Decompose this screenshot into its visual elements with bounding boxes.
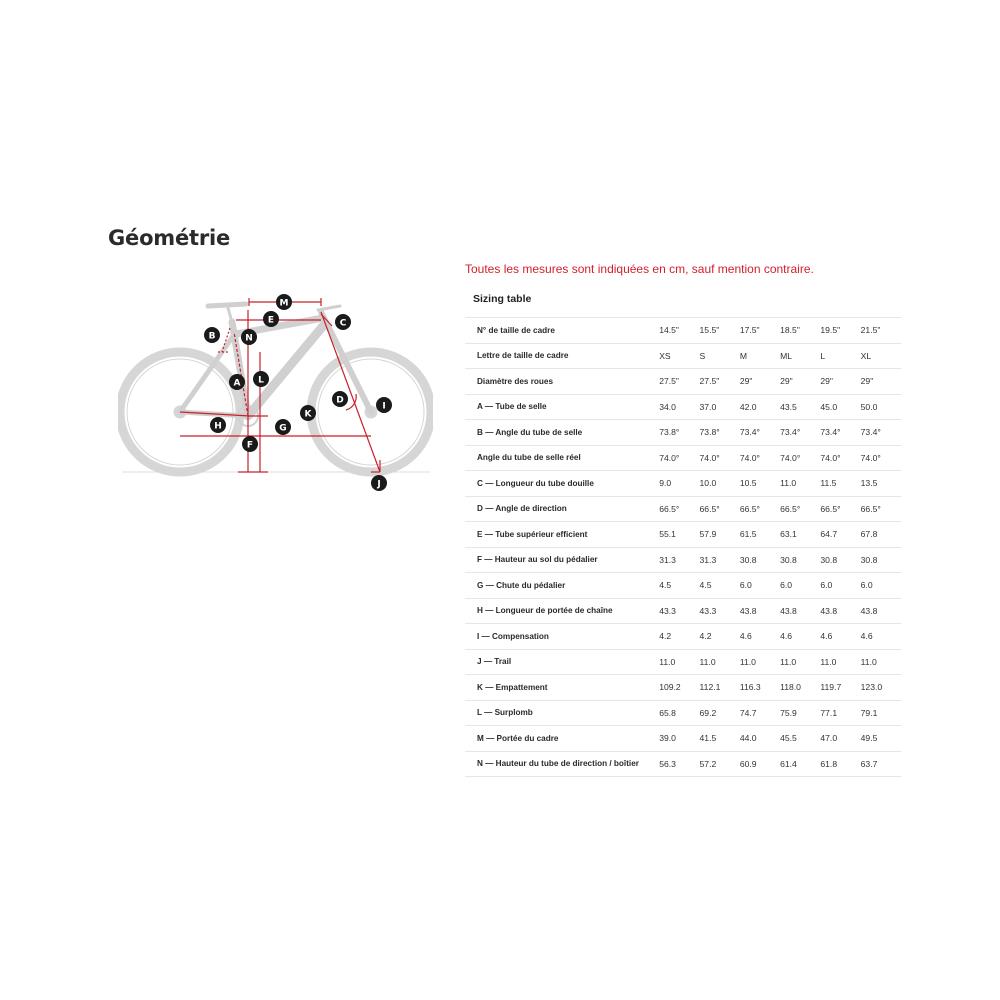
table-cell: 6.0	[861, 573, 901, 599]
svg-text:N: N	[245, 333, 253, 344]
table-cell: 29"	[861, 369, 901, 395]
table-cell: 43.8	[740, 598, 780, 624]
table-cell: 13.5	[861, 471, 901, 497]
table-cell: 18.5"	[780, 318, 820, 344]
table-cell: 57.2	[700, 751, 740, 777]
table-row	[465, 675, 901, 701]
table-row	[465, 700, 901, 726]
table-row	[465, 343, 901, 369]
table-cell: 29"	[820, 369, 860, 395]
svg-text:B: B	[208, 331, 216, 342]
row-label: N — Hauteur du tube de direction / boîtier	[465, 751, 659, 777]
table-cell: 30.8	[780, 547, 820, 573]
table-cell: XL	[861, 343, 901, 369]
table-cell: 41.5	[700, 726, 740, 752]
table-cell: 66.5°	[700, 496, 740, 522]
table-cell: 45.0	[820, 394, 860, 420]
table-cell: 61.8	[820, 751, 860, 777]
table-cell: 42.0	[740, 394, 780, 420]
table-cell: 69.2	[700, 700, 740, 726]
table-cell: ML	[780, 343, 820, 369]
table-cell: 74.0°	[780, 445, 820, 471]
table-title: Sizing table	[473, 293, 532, 305]
table-row	[465, 496, 901, 522]
table-cell: 6.0	[740, 573, 780, 599]
table-cell: 73.8°	[659, 420, 699, 446]
row-label: E — Tube supérieur efficient	[465, 522, 659, 548]
marker-h-icon	[210, 417, 226, 433]
table-cell: 73.4°	[780, 420, 820, 446]
svg-text:E: E	[267, 315, 275, 326]
table-cell: 44.0	[740, 726, 780, 752]
row-label: H — Longueur de portée de chaîne	[465, 598, 659, 624]
row-label: M — Portée du cadre	[465, 726, 659, 752]
marker-d-icon	[332, 391, 348, 407]
table-row	[465, 318, 901, 344]
table-cell: 43.5	[780, 394, 820, 420]
svg-text:I: I	[382, 401, 386, 412]
table-cell: 56.3	[659, 751, 699, 777]
table-cell: 63.1	[780, 522, 820, 548]
marker-a-icon	[229, 374, 245, 390]
table-cell: 27.5"	[700, 369, 740, 395]
table-cell: 63.7	[861, 751, 901, 777]
table-cell: 112.1	[700, 675, 740, 701]
units-note: Toutes les mesures sont indiquées en cm, sauf mention contraire.	[465, 262, 814, 276]
svg-text:F: F	[246, 440, 254, 451]
row-label: N° de taille de cadre	[465, 318, 659, 344]
table-cell: 77.1	[820, 700, 860, 726]
sizing-table-body	[465, 318, 901, 777]
table-cell: 17.5"	[740, 318, 780, 344]
row-label: K — Empattement	[465, 675, 659, 701]
svg-text:M: M	[279, 298, 289, 309]
table-cell: 4.6	[820, 624, 860, 650]
table-cell: 31.3	[700, 547, 740, 573]
table-cell: 116.3	[740, 675, 780, 701]
table-cell: 60.9	[740, 751, 780, 777]
table-cell: 4.6	[861, 624, 901, 650]
table-cell: M	[740, 343, 780, 369]
table-cell: 43.8	[780, 598, 820, 624]
marker-e-icon	[263, 311, 279, 327]
table-cell: 119.7	[820, 675, 860, 701]
table-cell: 34.0	[659, 394, 699, 420]
table-cell: 79.1	[861, 700, 901, 726]
table-cell: 73.8°	[700, 420, 740, 446]
table-cell: 74.0°	[659, 445, 699, 471]
table-cell: 39.0	[659, 726, 699, 752]
svg-text:C: C	[339, 318, 347, 329]
table-cell: 4.6	[780, 624, 820, 650]
table-cell: 66.5°	[861, 496, 901, 522]
table-cell: 55.1	[659, 522, 699, 548]
row-label: C — Longueur du tube douille	[465, 471, 659, 497]
marker-b-icon	[204, 327, 220, 343]
table-cell: S	[700, 343, 740, 369]
table-cell: 11.0	[659, 649, 699, 675]
table-cell: 47.0	[820, 726, 860, 752]
table-cell: 10.5	[740, 471, 780, 497]
table-cell: 75.9	[780, 700, 820, 726]
table-cell: 43.8	[820, 598, 860, 624]
table-cell: 73.4°	[820, 420, 860, 446]
row-label: Lettre de taille de cadre	[465, 343, 659, 369]
row-label: B — Angle du tube de selle	[465, 420, 659, 446]
table-row	[465, 471, 901, 497]
table-cell: 66.5°	[820, 496, 860, 522]
svg-text:D: D	[336, 395, 344, 406]
table-row	[465, 522, 901, 548]
table-cell: 109.2	[659, 675, 699, 701]
svg-text:G: G	[279, 423, 287, 434]
table-cell: 30.8	[740, 547, 780, 573]
table-cell: 74.0°	[700, 445, 740, 471]
table-cell: 43.8	[861, 598, 901, 624]
table-cell: 6.0	[780, 573, 820, 599]
table-cell: 66.5°	[740, 496, 780, 522]
table-cell: 15.5"	[700, 318, 740, 344]
svg-text:L: L	[258, 375, 264, 386]
table-cell: 66.5°	[780, 496, 820, 522]
table-cell: 30.8	[820, 547, 860, 573]
table-cell: 10.0	[700, 471, 740, 497]
table-cell: 4.2	[659, 624, 699, 650]
marker-i-icon	[376, 397, 392, 413]
table-cell: 11.0	[780, 471, 820, 497]
row-label: G — Chute du pédalier	[465, 573, 659, 599]
marker-n-icon	[241, 329, 257, 345]
table-cell: 14.5"	[659, 318, 699, 344]
sizing-table	[465, 317, 901, 777]
table-cell: 64.7	[820, 522, 860, 548]
table-cell: 37.0	[700, 394, 740, 420]
table-cell: 118.0	[780, 675, 820, 701]
row-label: Angle du tube de selle réel	[465, 445, 659, 471]
row-label: J — Trail	[465, 649, 659, 675]
table-cell: 73.4°	[740, 420, 780, 446]
table-row	[465, 394, 901, 420]
table-cell: L	[820, 343, 860, 369]
table-cell: 6.0	[820, 573, 860, 599]
table-row	[465, 547, 901, 573]
row-label: L — Surplomb	[465, 700, 659, 726]
row-label: Diamètre des roues	[465, 369, 659, 395]
table-row	[465, 598, 901, 624]
bike-geometry-diagram	[118, 290, 433, 495]
page-title: Géométrie	[108, 226, 231, 250]
table-row	[465, 751, 901, 777]
table-cell: 9.0	[659, 471, 699, 497]
marker-c-icon	[335, 314, 351, 330]
row-label: A — Tube de selle	[465, 394, 659, 420]
row-label: I — Compensation	[465, 624, 659, 650]
table-cell: 74.0°	[740, 445, 780, 471]
table-cell: 11.0	[780, 649, 820, 675]
table-row	[465, 726, 901, 752]
table-cell: 11.0	[740, 649, 780, 675]
table-cell: 61.4	[780, 751, 820, 777]
marker-l-icon	[253, 371, 269, 387]
svg-text:K: K	[304, 409, 312, 420]
table-cell: 31.3	[659, 547, 699, 573]
table-row	[465, 445, 901, 471]
table-cell: 43.3	[700, 598, 740, 624]
table-cell: 11.5	[820, 471, 860, 497]
table-cell: 43.3	[659, 598, 699, 624]
table-cell: 29"	[780, 369, 820, 395]
table-cell: 45.5	[780, 726, 820, 752]
table-cell: 27.5"	[659, 369, 699, 395]
table-cell: 74.0°	[820, 445, 860, 471]
table-cell: 29"	[740, 369, 780, 395]
marker-k-icon	[300, 405, 316, 421]
table-cell: 61.5	[740, 522, 780, 548]
marker-g-icon	[275, 419, 291, 435]
table-cell: 66.5°	[659, 496, 699, 522]
table-cell: 4.6	[740, 624, 780, 650]
table-cell: 57.9	[700, 522, 740, 548]
table-cell: XS	[659, 343, 699, 369]
table-row	[465, 573, 901, 599]
table-cell: 11.0	[700, 649, 740, 675]
table-cell: 21.5"	[861, 318, 901, 344]
table-cell: 74.7	[740, 700, 780, 726]
table-cell: 19.5"	[820, 318, 860, 344]
table-cell: 11.0	[861, 649, 901, 675]
table-cell: 74.0°	[861, 445, 901, 471]
table-cell: 65.8	[659, 700, 699, 726]
table-cell: 50.0	[861, 394, 901, 420]
row-label: D — Angle de direction	[465, 496, 659, 522]
table-row	[465, 649, 901, 675]
table-row	[465, 420, 901, 446]
marker-f-icon	[242, 436, 258, 452]
svg-text:H: H	[214, 421, 222, 432]
table-cell: 4.2	[700, 624, 740, 650]
table-cell: 49.5	[861, 726, 901, 752]
table-cell: 73.4°	[861, 420, 901, 446]
row-label: F — Hauteur au sol du pédalier	[465, 547, 659, 573]
table-cell: 67.8	[861, 522, 901, 548]
table-cell: 123.0	[861, 675, 901, 701]
table-cell: 30.8	[861, 547, 901, 573]
svg-text:J: J	[377, 479, 381, 490]
table-cell: 4.5	[700, 573, 740, 599]
table-cell: 4.5	[659, 573, 699, 599]
table-row	[465, 624, 901, 650]
marker-j-icon	[371, 475, 387, 491]
table-row	[465, 369, 901, 395]
table-cell: 11.0	[820, 649, 860, 675]
svg-text:A: A	[233, 378, 241, 389]
marker-m-icon	[276, 294, 292, 310]
